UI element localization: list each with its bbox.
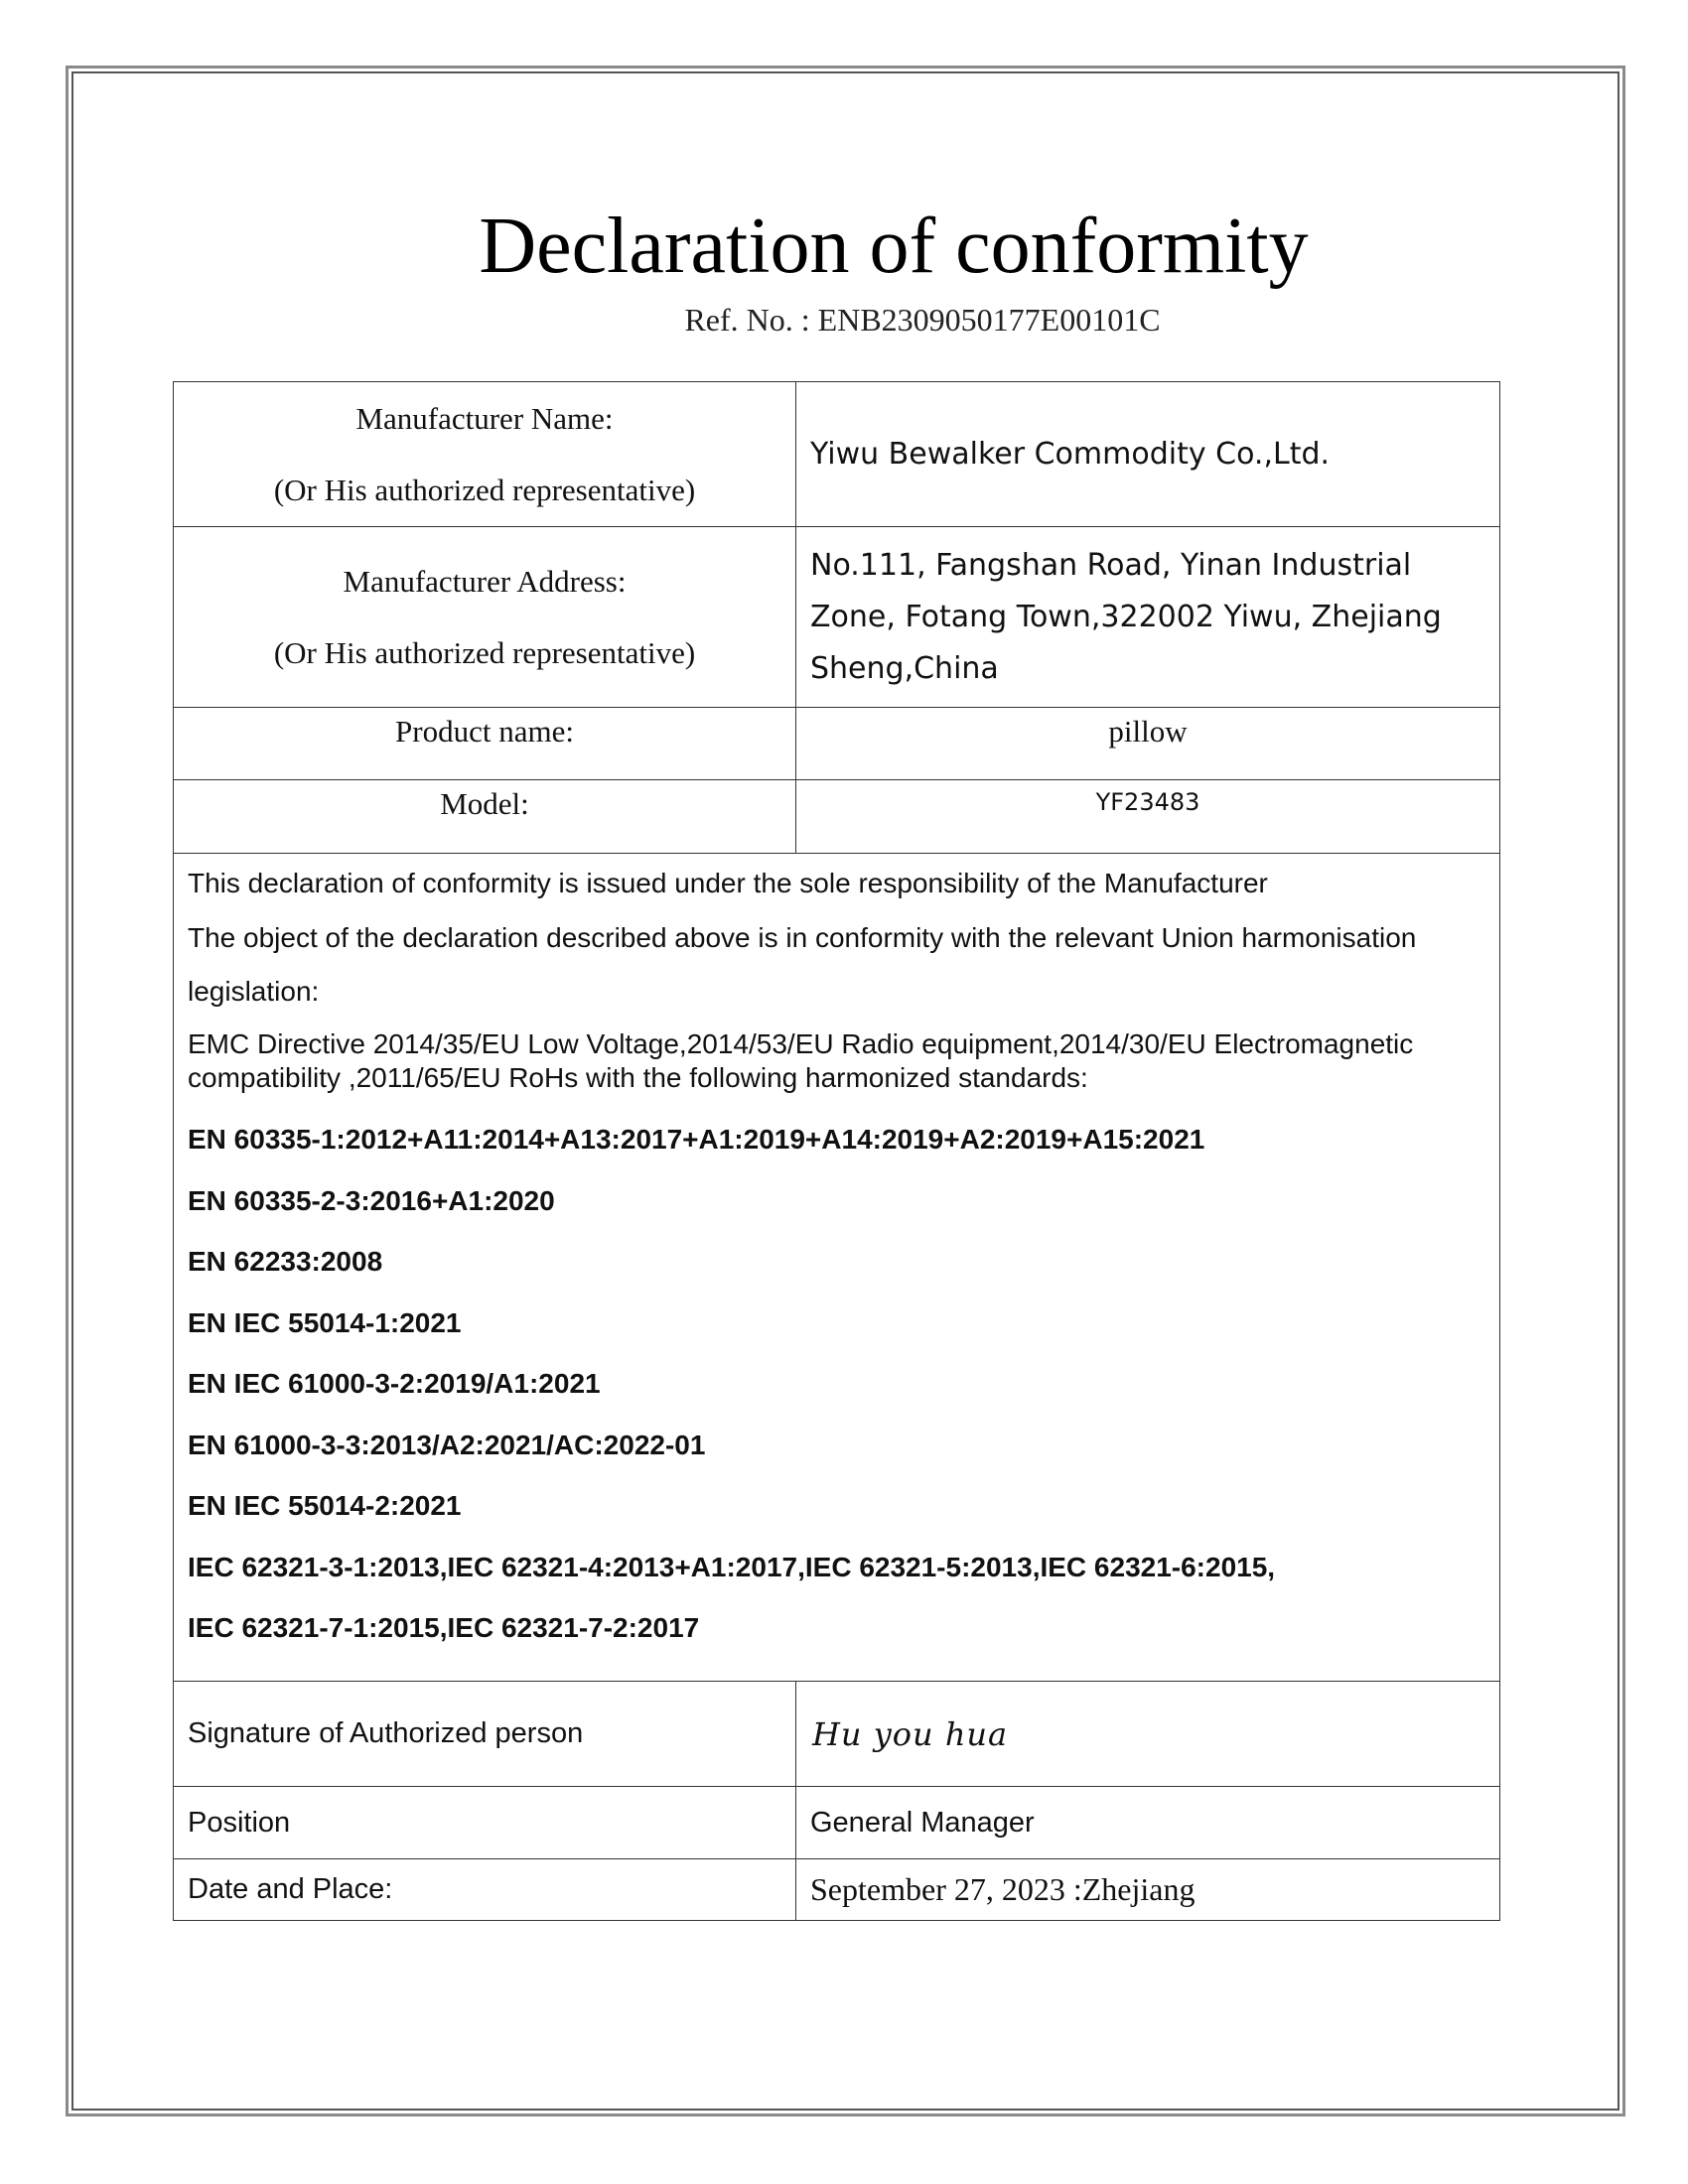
standard-item: EN 62233:2008	[188, 1246, 383, 1277]
conformity-statement-continued: legislation:	[188, 976, 320, 1007]
manufacturer-name-value: Yiwu Bewalker Commodity Co.,Ltd.	[796, 382, 1500, 527]
signature-label: Signature of Authorized person	[174, 1682, 796, 1787]
standard-item: EN 60335-2-3:2016+A1:2020	[188, 1184, 555, 1216]
directives-line: EMC Directive 2014/35/EU Low Voltage,2014/53/EU Radio equipment,2014/30/EU Electromagnetic	[188, 1028, 1414, 1059]
standard-item: EN 61000-3-3:2013/A2:2021/AC:2022-01	[188, 1429, 706, 1460]
manufacturer-address-sublabel: (Or His authorized representative)	[273, 634, 696, 670]
standard-item: EN IEC 55014-1:2021	[188, 1306, 462, 1338]
signature-row	[174, 1682, 1500, 1787]
conformity-statement: The object of the declaration described above is in conformity with the relevant Union harmonisation	[188, 922, 1417, 953]
declaration-statement: This declaration of conformity is issued under the sole responsibility of the Manufacturer	[188, 868, 1268, 898]
declaration-row	[174, 854, 1500, 1682]
manufacturer-address-label: Manufacturer Address:	[343, 563, 627, 599]
position-label: Position	[174, 1787, 796, 1859]
position-row	[174, 1787, 1500, 1859]
standard-item: EN 60335-1:2012+A11:2014+A13:2017+A1:2019+A14:2019+A2:2019+A15:2021	[188, 1124, 1205, 1155]
date-place-label: Date and Place:	[174, 1859, 796, 1921]
position-value: General Manager	[796, 1787, 1500, 1859]
model-value: YF23483	[796, 780, 1500, 854]
manufacturer-name-label-cell	[174, 382, 796, 527]
directives-paragraph	[188, 1027, 1485, 1095]
standard-item: EN IEC 55014-2:2021	[188, 1490, 462, 1521]
document-title: Declaration of conformity	[479, 203, 1309, 290]
manufacturer-name-sublabel: (Or His authorized representative)	[273, 472, 696, 507]
declaration-cell	[174, 854, 1500, 1682]
manufacturer-address-value	[796, 527, 1500, 708]
manufacturer-address-row	[174, 527, 1500, 708]
directives-line: compatibility ,2011/65/EU RoHs with the following harmonized standards:	[188, 1062, 1088, 1093]
address-line: Zone, Fotang Town,322002 Yiwu, Zhejiang	[810, 599, 1442, 634]
date-place-value: September 27, 2023 :Zhejiang	[796, 1859, 1500, 1921]
standard-item: IEC 62321-7-1:2015,IEC 62321-7-2:2017	[188, 1612, 700, 1643]
address-line: Sheng,China	[810, 650, 999, 686]
manufacturer-name-row	[174, 382, 1500, 527]
address-line: No.111, Fangshan Road, Yinan Industrial	[810, 547, 1412, 583]
standard-item: EN IEC 61000-3-2:2019/A1:2021	[188, 1368, 601, 1399]
manufacturer-name-label: Manufacturer Name:	[355, 400, 614, 436]
manufacturer-address-label-cell	[174, 527, 796, 708]
product-name-label: Product name:	[174, 708, 796, 780]
product-name-value: pillow	[796, 708, 1500, 780]
reference-number: Ref. No. : ENB2309050177E00101C	[684, 302, 1161, 338]
model-label: Model:	[174, 780, 796, 854]
model-row	[174, 780, 1500, 854]
declaration-table	[173, 381, 1500, 1921]
standard-item: IEC 62321-3-1:2013,IEC 62321-4:2013+A1:2017,IEC 62321-5:2013,IEC 62321-6:2015,	[188, 1551, 1276, 1582]
handwritten-signature: Hu you hua	[796, 1682, 1500, 1787]
product-name-row	[174, 708, 1500, 780]
date-place-row	[174, 1859, 1500, 1921]
